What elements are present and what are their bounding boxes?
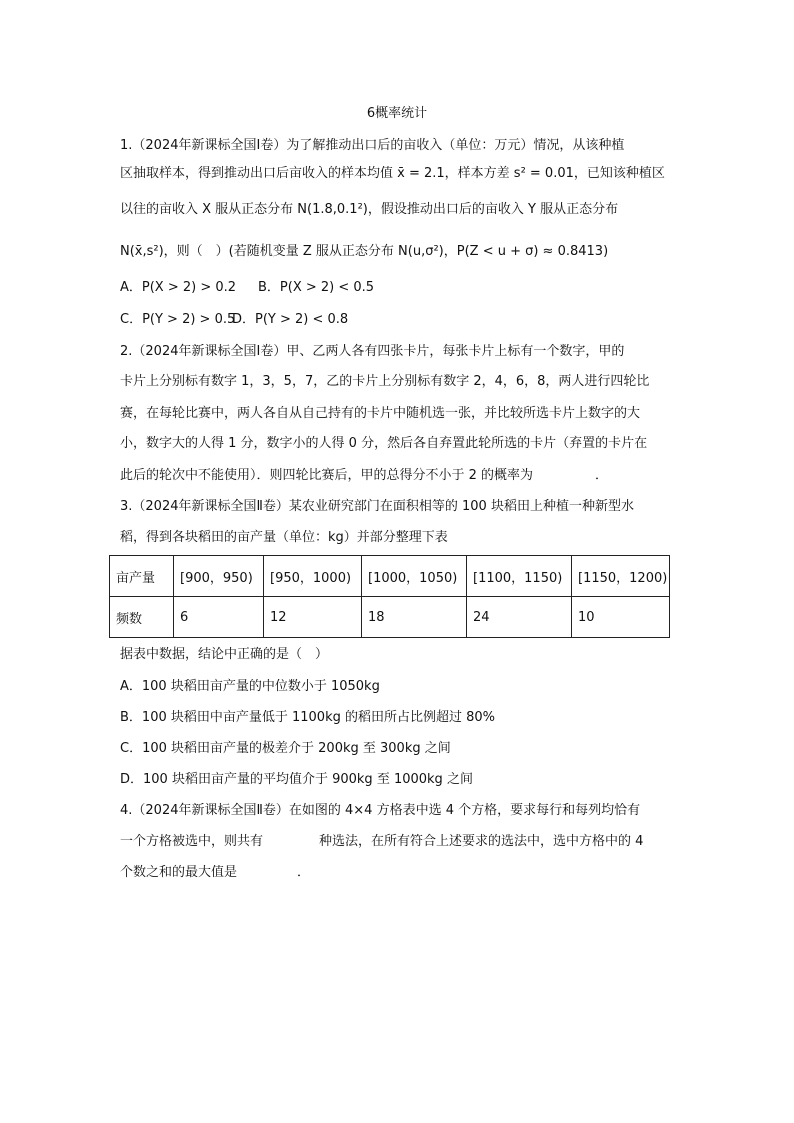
yield-frequency-table — [109, 555, 670, 638]
q3-option-b: B．100 块稻田中亩产量低于 1100kg 的稻田所占比例超过 80% — [120, 710, 496, 725]
q4-line-3 — [120, 864, 310, 882]
table-cell: [1100，1150) — [467, 556, 572, 597]
q3-option-d: D．100 块稻田亩产量的平均值介于 900kg 至 1000kg 之间 — [120, 772, 473, 787]
answer-blank — [263, 844, 319, 845]
answer-blank — [533, 478, 595, 479]
q2-line-1: 2.（2024年新课标全国Ⅰ卷）甲、乙两人各有四张卡片，每张卡片上标有一个数字，甲的 — [120, 344, 625, 359]
table-cell: [1000，1050) — [362, 556, 467, 597]
q2-line-5-text: 此后的轮次中不能使用）．则四轮比赛后，甲的总得分不小于 2 的概率为 — [120, 468, 534, 483]
q2-line-3: 赛，在每轮比赛中，两人各自从自己持有的卡片中随机选一张，并比较所选卡片上数字的大 — [120, 406, 641, 421]
q1-line-4: N(x̄,s²)，则（ ）(若随机变量 Z 服从正态分布 N(u,σ²)，P(Z < u + σ) ≈ 0.8413) — [120, 244, 609, 259]
q2-line-2: 卡片上分别标有数字 1，3，5，7，乙的卡片上分别标有数字 2，4，6，8，两人进行四轮比 — [120, 374, 650, 389]
q1-option-c: C．P(Y > 2) > 0.5 — [120, 312, 236, 327]
answer-blank — [237, 875, 297, 876]
q3-line-2: 稻，得到各块稻田的亩产量（单位：kg）并部分整理下表 — [120, 530, 448, 545]
table-cell: 10 — [572, 597, 670, 638]
q4-line-2 — [120, 833, 643, 851]
table-cell: [1150，1200) — [572, 556, 670, 597]
q1-option-b: B．P(X > 2) < 0.5 — [258, 280, 375, 295]
q2-line-5 — [120, 467, 608, 485]
q2-line-4: 小，数字大的人得 1 分，数字小的人得 0 分，然后各自弃置此轮所选的卡片（弃置的卡片在 — [120, 436, 648, 451]
q4-line-2-text: 一个方格被选中，则共有 — [120, 834, 264, 849]
q4-line-1: 4.（2024年新课标全国Ⅱ卷）在如图的 4×4 方格表中选 4 个方格，要求每行和每列均恰有 — [120, 803, 641, 818]
page-title: 6概率统计 — [366, 106, 428, 121]
q4-line-2-rest: 种选法，在所有符合上述要求的选法中，选中方格中的 4 — [319, 834, 644, 849]
q3-option-a: A．100 块稻田亩产量的中位数小于 1050kg — [120, 679, 380, 694]
table-cell: [900，950) — [174, 556, 264, 597]
table-cell: 6 — [174, 597, 264, 638]
table-cell: [950，1000) — [264, 556, 362, 597]
q3-option-c: C．100 块稻田亩产量的极差介于 200kg 至 300kg 之间 — [120, 741, 451, 756]
q3-line-1: 3.（2024年新课标全国Ⅱ卷）某农业研究部门在面积相等的 100 块稻田上种植一种新型水 — [120, 499, 634, 514]
q3-prompt: 据表中数据，结论中正确的是（ ） — [120, 647, 329, 662]
q2-line-5-end: ． — [595, 468, 609, 483]
table-row — [110, 597, 670, 638]
q4-line-3-end: ． — [297, 865, 311, 880]
q4-line-3-text: 个数之和的最大值是 — [120, 865, 238, 880]
q1-line-1: 1.（2024年新课标全国Ⅰ卷）为了解推动出口后的亩收入（单位：万元）情况，从该种植 — [120, 138, 625, 153]
table-row — [110, 556, 670, 597]
table-cell: 18 — [362, 597, 467, 638]
table-cell: 频数 — [110, 597, 174, 638]
table-cell: 24 — [467, 597, 572, 638]
q1-line-2: 区抽取样本，得到推动出口后亩收入的样本均值 x̄ = 2.1，样本方差 s² = 0.01，已知该种植区 — [120, 166, 665, 181]
table-cell: 亩产量 — [110, 556, 174, 597]
q1-option-d: D．P(Y > 2) < 0.8 — [232, 312, 349, 327]
q1-line-3: 以往的亩收入 X 服从正态分布 N(1.8,0.1²)，假设推动出口后的亩收入 Y 服从正态分布 — [120, 202, 619, 217]
table-cell: 12 — [264, 597, 362, 638]
q1-option-a: A．P(X > 2) > 0.2 — [120, 280, 237, 295]
